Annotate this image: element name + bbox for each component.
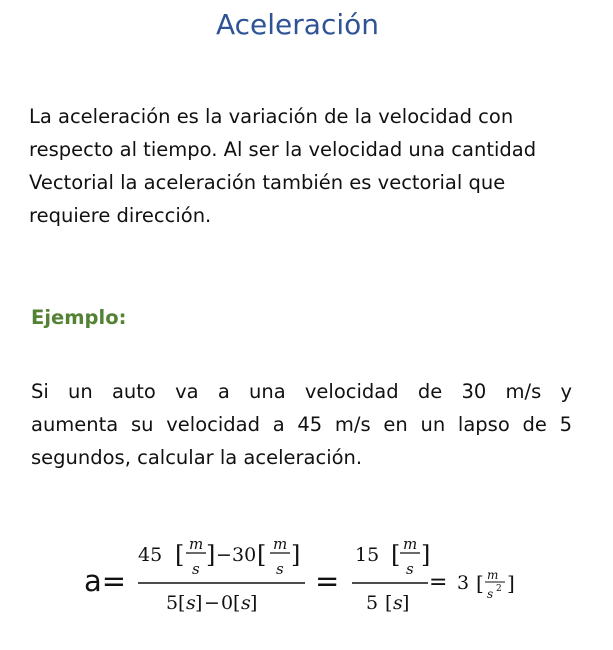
definition-line: respecto al tiempo. Al ser la velocidad una cantidad	[29, 138, 537, 161]
minus-sign: −	[216, 544, 232, 566]
unit-seconds: s	[487, 587, 494, 601]
bracket-open: [	[391, 541, 401, 569]
result-value: 3	[457, 572, 470, 594]
bracket-open: [	[233, 592, 241, 614]
example-line: Si un auto va a una velocidad de 30 m/s y	[31, 380, 572, 403]
unit-meters: m	[273, 535, 288, 553]
example-line: segundos, calcular la aceleración.	[31, 446, 363, 469]
first-numerator	[138, 535, 300, 578]
equals-sign: =	[315, 564, 340, 598]
unit-exponent: 2	[496, 584, 502, 594]
initial-time: 0	[221, 592, 234, 614]
example-line: aumenta su velocidad a 45 m/s en un lapso de 5	[31, 413, 572, 436]
bracket-close: ]	[195, 592, 203, 614]
time-change: 5	[366, 592, 379, 614]
bracket-open: [	[385, 592, 393, 614]
bracket-close: ]	[421, 541, 431, 569]
bracket-close: ]	[206, 541, 216, 569]
unit-meters: m	[189, 535, 204, 553]
unit-meters: m	[487, 568, 499, 582]
bracket-open: [	[257, 541, 267, 569]
final-velocity: 45	[138, 544, 163, 566]
result-unit	[476, 568, 515, 601]
second-numerator	[355, 535, 430, 578]
unit-seconds: s	[276, 560, 284, 578]
unit-seconds: s	[186, 592, 196, 614]
slide-title: Aceleración	[215, 8, 379, 41]
first-denominator	[166, 592, 257, 614]
unit-seconds: s	[406, 560, 414, 578]
unit-seconds: s	[393, 592, 403, 614]
bracket-close: ]	[250, 592, 258, 614]
definition-line: La aceleración es la variación de la velocidad con	[29, 105, 514, 128]
equals-sign: =	[429, 570, 448, 595]
bracket-close: ]	[291, 541, 301, 569]
unit-seconds: s	[241, 592, 251, 614]
bracket-open: [	[175, 541, 185, 569]
bracket-open: [	[178, 592, 186, 614]
final-time: 5	[166, 592, 179, 614]
unit-meters: m	[403, 535, 418, 553]
bracket-close: ]	[507, 571, 515, 595]
definition-line: requiere dirección.	[29, 204, 212, 227]
minus-sign: −	[204, 592, 220, 614]
velocity-change: 15	[355, 544, 380, 566]
unit-seconds: s	[192, 560, 200, 578]
initial-velocity: 30	[232, 544, 257, 566]
second-denominator	[366, 592, 409, 614]
definition-line: Vectorial la aceleración también es vectorial que	[29, 171, 506, 194]
bracket-open: [	[476, 571, 484, 595]
example-heading: Ejemplo:	[31, 306, 127, 329]
formula-lhs: a=	[84, 564, 127, 598]
bracket-close: ]	[402, 592, 410, 614]
